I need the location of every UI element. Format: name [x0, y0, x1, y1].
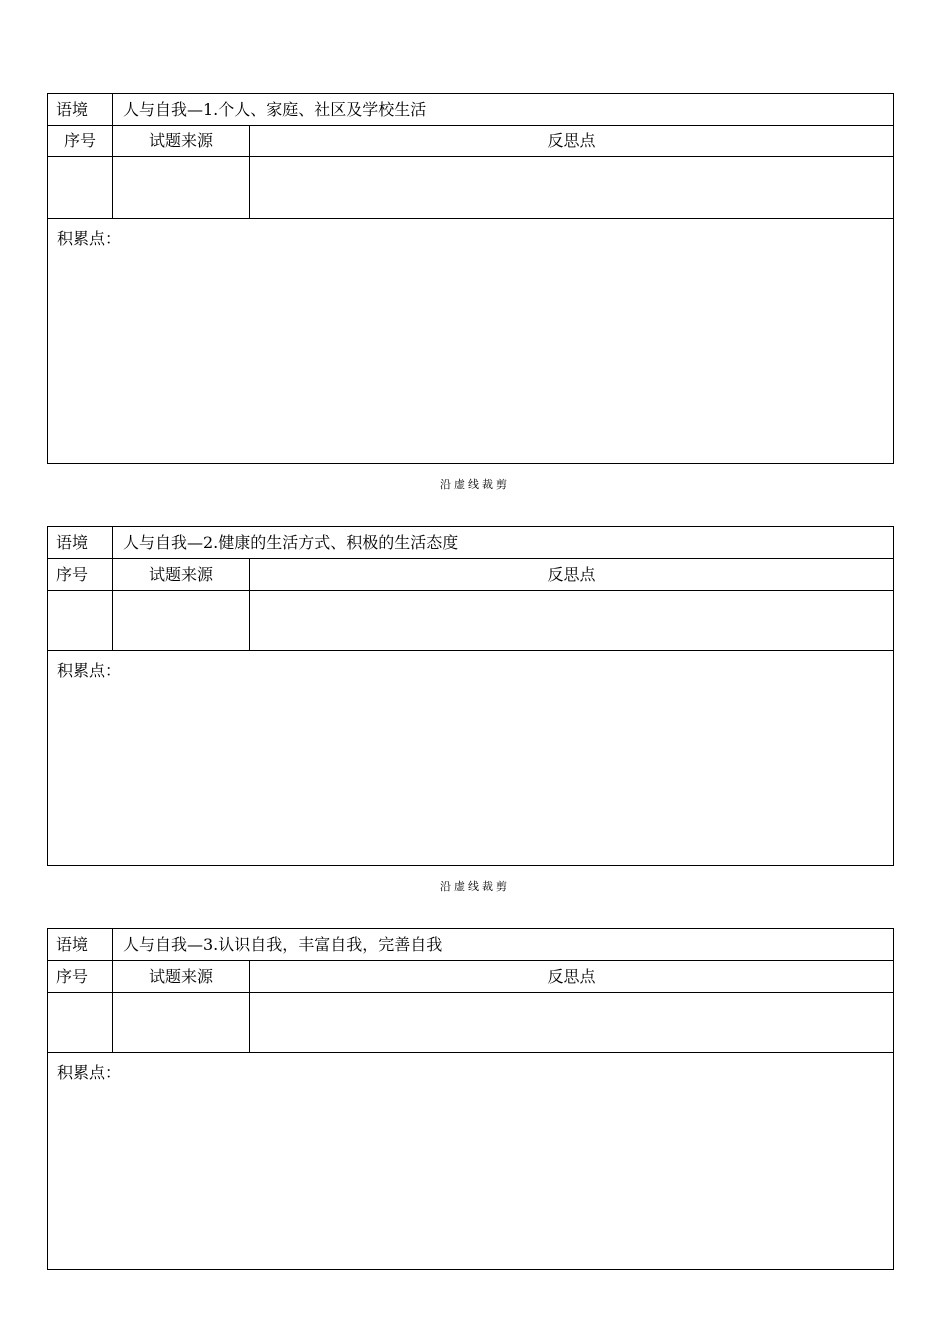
entry-source-cell[interactable]: [113, 591, 250, 650]
col-index-header: 序号: [48, 126, 113, 156]
col-source-header: 试题来源: [113, 961, 250, 992]
entry-row: [48, 157, 893, 219]
notes-area[interactable]: [48, 219, 893, 247]
reflection-card-1: [47, 93, 894, 464]
context-row: [48, 527, 893, 559]
col-index-header: 序号: [48, 559, 113, 590]
context-title: 人与自我—2.健康的生活方式、积极的生活态度: [123, 532, 459, 552]
context-label: 语境: [48, 94, 113, 125]
header-row: [48, 961, 893, 993]
context-row: [48, 929, 893, 961]
entry-reflection-cell[interactable]: [250, 157, 893, 218]
notes-area[interactable]: [48, 651, 893, 679]
reflection-card-3: [47, 928, 894, 1270]
context-label: 语境: [48, 929, 113, 960]
notes-label: 积累点：: [57, 1063, 122, 1082]
entry-source-cell[interactable]: [113, 157, 250, 218]
context-row: [48, 94, 893, 126]
col-index-header: 序号: [48, 961, 113, 992]
cut-line-label: 沿虚线裁剪: [440, 880, 510, 893]
entry-source-cell[interactable]: [113, 993, 250, 1052]
cut-line-label: 沿虚线裁剪: [440, 478, 510, 491]
entry-index-cell[interactable]: [48, 591, 113, 650]
context-title: 人与自我—1.个人、家庭、社区及学校生活: [123, 99, 427, 119]
header-row: [48, 126, 893, 157]
col-source-header: 试题来源: [113, 126, 250, 156]
header-row: [48, 559, 893, 591]
entry-index-cell[interactable]: [48, 993, 113, 1052]
notes-label: 积累点：: [57, 661, 122, 680]
col-source-header: 试题来源: [113, 559, 250, 590]
col-reflection-header: 反思点: [547, 131, 596, 150]
entry-reflection-cell[interactable]: [250, 591, 893, 650]
context-title: 人与自我—3.认识自我，丰富自我，完善自我: [123, 934, 443, 954]
entry-row: [48, 993, 893, 1053]
entry-index-cell[interactable]: [48, 157, 113, 218]
entry-row: [48, 591, 893, 651]
col-reflection-header: 反思点: [547, 564, 596, 584]
context-label: 语境: [48, 527, 113, 558]
notes-label: 积累点：: [57, 229, 122, 248]
notes-area[interactable]: [48, 1053, 893, 1081]
entry-reflection-cell[interactable]: [250, 993, 893, 1052]
col-reflection-header: 反思点: [547, 966, 596, 986]
reflection-card-2: [47, 526, 894, 866]
